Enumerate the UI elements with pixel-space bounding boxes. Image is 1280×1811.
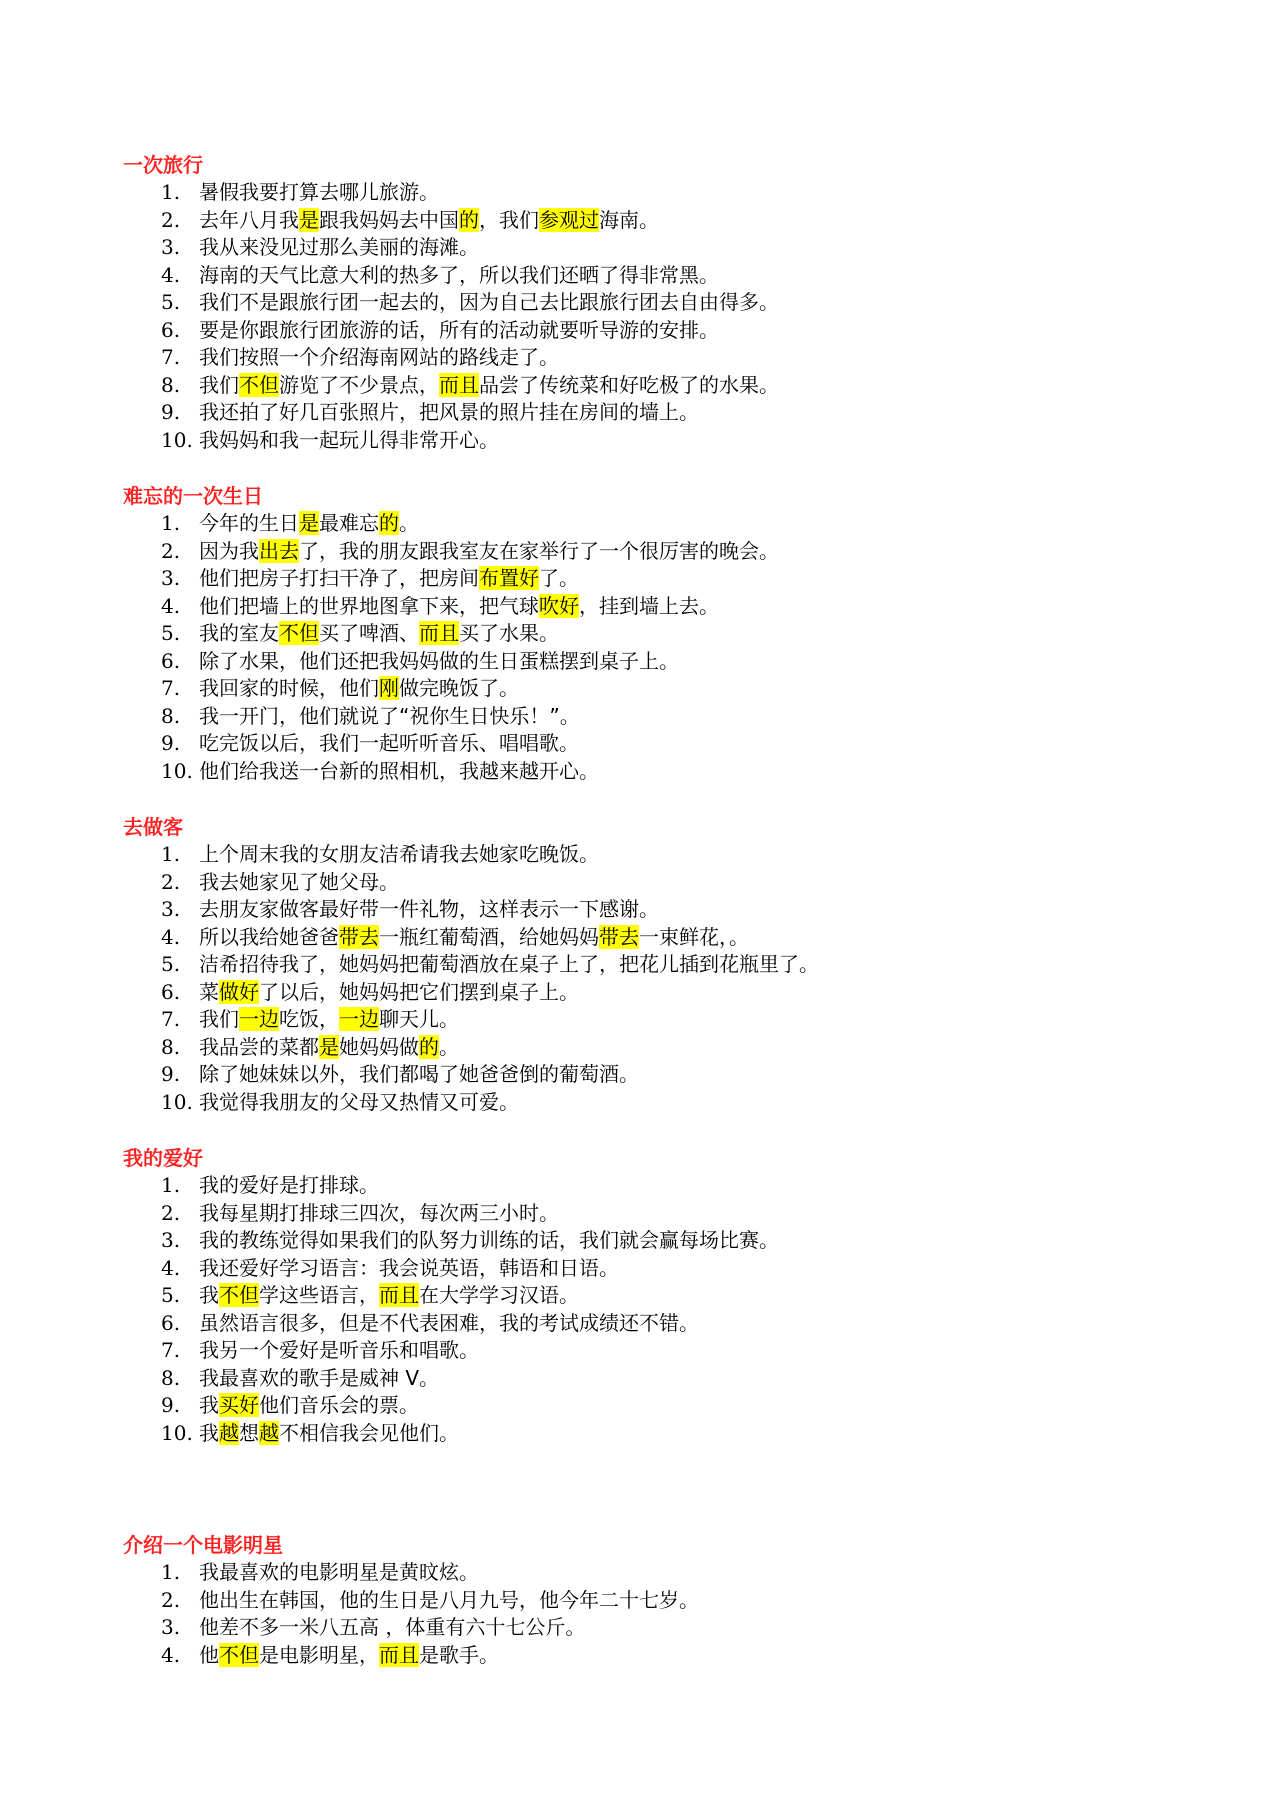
text-segment: 游览了不少景点，: [279, 372, 439, 397]
text-segment: 我另一个爱好是听音乐和唱歌。: [199, 1338, 479, 1362]
text-segment: 吃完饭以后，我们一起听听音乐、唱唱歌。: [199, 731, 579, 755]
text-segment: 我: [199, 1393, 219, 1417]
highlighted-grammar-word: 越: [259, 1420, 279, 1445]
text-segment: 最难忘: [319, 511, 379, 535]
item-number: 8.: [161, 703, 181, 728]
list-item: [123, 648, 1223, 676]
item-text: [199, 841, 599, 869]
highlighted-grammar-word: 不但: [279, 621, 319, 645]
text-segment: 我回家的时候，他们: [199, 676, 379, 700]
highlighted-grammar-word: 不但: [219, 1642, 259, 1667]
section-visit: [123, 814, 1223, 1116]
item-text: [199, 510, 419, 538]
item-text: [199, 344, 559, 372]
text-segment: 他们音乐会的票。: [259, 1393, 419, 1417]
item-number: 10.: [161, 1089, 193, 1114]
highlighted-grammar-word: 的: [379, 511, 399, 535]
item-number: 8.: [161, 1034, 181, 1059]
list-item: [123, 565, 1223, 593]
list-item: [123, 1587, 1223, 1615]
text-segment: 海南。: [599, 207, 659, 232]
item-text: [199, 1200, 559, 1228]
text-segment: 我的教练觉得如果我们的队努力训练的话，我们就会赢每场比赛。: [199, 1228, 779, 1252]
highlighted-grammar-word: 的: [419, 1034, 439, 1059]
list-item: [123, 675, 1223, 703]
list-item: [123, 1310, 1223, 1338]
item-number: 2.: [161, 207, 181, 232]
item-number: 1.: [161, 1560, 181, 1584]
item-number: 3.: [161, 566, 181, 590]
list-item: [123, 593, 1223, 621]
item-number: 1.: [161, 842, 181, 866]
highlighted-grammar-word: 而且: [419, 621, 459, 645]
section-title: 一次旅行: [123, 153, 203, 177]
text-segment: ，我们: [479, 207, 539, 232]
text-segment: 所以我给她爸爸: [199, 924, 339, 949]
item-text: [199, 1310, 699, 1338]
item-text: [199, 896, 659, 924]
item-number: 1.: [161, 180, 181, 204]
item-text: [199, 427, 499, 455]
text-segment: 是电影明星，: [259, 1642, 379, 1667]
text-segment: 是歌手。: [419, 1642, 499, 1667]
list-item: [123, 730, 1223, 758]
item-number: 1.: [161, 1173, 181, 1197]
highlighted-grammar-word: 不但: [239, 372, 279, 397]
item-text: [199, 317, 719, 345]
text-segment: 我每星期打排球三四次，每次两三小时。: [199, 1200, 559, 1225]
item-text: [199, 1587, 699, 1615]
text-segment: 要是你跟旅行团旅游的话，所有的活动就要听导游的安排。: [199, 317, 719, 342]
list-item: [123, 841, 1223, 869]
text-segment: 一束鲜花，。: [639, 924, 749, 949]
item-number: 6.: [161, 979, 181, 1004]
highlighted-grammar-word: 一边: [239, 1007, 279, 1031]
item-text: [199, 179, 439, 207]
list-item: [123, 1200, 1223, 1228]
item-number: 7.: [161, 676, 181, 700]
list-item: [123, 1559, 1223, 1587]
item-text: [199, 1034, 459, 1062]
item-number: 1.: [161, 511, 181, 535]
item-text: [199, 538, 779, 566]
list-item: [123, 924, 1223, 952]
item-text: [199, 1282, 579, 1310]
text-segment: 海南的天气比意大利的热多了，所以我们还晒了得非常黑。: [199, 262, 719, 287]
item-text: [199, 289, 779, 317]
text-segment: ，挂到墙上去。: [579, 593, 719, 618]
item-number: 3.: [161, 1228, 181, 1252]
item-number: 4.: [161, 1642, 181, 1667]
item-text: [199, 979, 579, 1007]
item-number: 8.: [161, 372, 181, 397]
text-segment: 暑假我要打算去哪儿旅游。: [199, 180, 439, 204]
list-item: [123, 262, 1223, 290]
text-segment: 了以后，她妈妈把它们摆到桌子上。: [259, 979, 579, 1004]
list-item: [123, 1337, 1223, 1365]
highlighted-grammar-word: 吹好: [539, 593, 579, 618]
item-number: 2.: [161, 1587, 181, 1612]
list-item: [123, 1420, 1223, 1448]
list-item: [123, 1255, 1223, 1283]
item-number: 5.: [161, 621, 181, 645]
sentence-list: [123, 510, 1223, 785]
item-text: [199, 924, 749, 952]
item-text: [199, 648, 679, 676]
item-number: 7.: [161, 345, 181, 369]
item-number: 4.: [161, 593, 181, 618]
section-title: 去做客: [123, 815, 183, 839]
item-number: 9.: [161, 1062, 181, 1086]
list-item: [123, 620, 1223, 648]
list-item: [123, 979, 1223, 1007]
item-text: [199, 1365, 439, 1393]
text-segment: 他们把房子打扫干净了，把房间: [199, 566, 479, 590]
list-item: [123, 317, 1223, 345]
highlighted-grammar-word: 是: [299, 207, 319, 232]
item-text: [199, 620, 559, 648]
text-segment: 。: [399, 511, 419, 535]
item-text: [199, 1420, 459, 1448]
list-item: [123, 951, 1223, 979]
item-text: [199, 1006, 459, 1034]
text-segment: 菜: [199, 979, 219, 1004]
text-segment: 我: [199, 1420, 219, 1445]
text-segment: 学这些语言，: [259, 1283, 379, 1307]
section-title: 介绍一个电影明星: [123, 1533, 283, 1557]
item-text: [199, 1255, 619, 1283]
list-item: [123, 289, 1223, 317]
text-segment: 我的爱好是打排球。: [199, 1173, 379, 1197]
text-segment: 我们按照一个介绍海南网站的路线走了。: [199, 345, 559, 369]
text-segment: 我最喜欢的电影明星是黄旼炫。: [199, 1560, 479, 1584]
sentence-list: [123, 841, 1223, 1116]
item-number: 5.: [161, 952, 181, 976]
text-segment: 除了水果，他们还把我妈妈做的生日蛋糕摆到桌子上。: [199, 648, 679, 673]
highlighted-grammar-word: 不但: [219, 1283, 259, 1307]
item-number: 2.: [161, 869, 181, 894]
item-text: [199, 593, 719, 621]
item-text: [199, 1227, 779, 1255]
text-segment: 吃饭，: [279, 1007, 339, 1031]
highlighted-grammar-word: 是: [319, 1034, 339, 1059]
section-title: 难忘的一次生日: [123, 484, 263, 508]
section-title: 我的爱好: [123, 1146, 203, 1170]
item-text: [199, 1614, 585, 1642]
list-item: [123, 869, 1223, 897]
text-segment: 聊天儿。: [379, 1007, 459, 1031]
highlighted-grammar-word: 是: [299, 511, 319, 535]
highlighted-grammar-word: 刚: [379, 676, 399, 700]
text-segment: 我妈妈和我一起玩儿得非常开心。: [199, 427, 499, 452]
text-segment: 我们: [199, 1007, 239, 1031]
list-item: [123, 896, 1223, 924]
item-number: 9.: [161, 400, 181, 424]
list-item: [123, 1282, 1223, 1310]
item-number: 3.: [161, 897, 181, 921]
text-segment: 想: [239, 1420, 259, 1445]
item-number: 9.: [161, 1393, 181, 1417]
text-segment: 今年的生日: [199, 511, 299, 535]
list-item: [123, 1172, 1223, 1200]
item-number: 6.: [161, 648, 181, 673]
text-segment: 她妈妈做: [339, 1034, 419, 1059]
item-text: [199, 565, 579, 593]
item-number: 5.: [161, 290, 181, 314]
text-segment: 洁希招待我了，她妈妈把葡萄酒放在桌子上了，把花儿插到花瓶里了。: [199, 952, 819, 976]
text-segment: 除了她妹妹以外，我们都喝了她爸爸倒的葡萄酒。: [199, 1062, 639, 1086]
text-segment: 他: [199, 1642, 219, 1667]
list-item: [123, 1089, 1223, 1117]
text-segment: 在大学学习汉语。: [419, 1283, 579, 1307]
list-item: [123, 758, 1223, 786]
highlighted-grammar-word: 出去: [259, 538, 299, 563]
item-number: 4.: [161, 1255, 181, 1280]
list-item: [123, 1614, 1223, 1642]
text-segment: 了。: [539, 566, 579, 590]
text-segment: 因为我: [199, 538, 259, 563]
item-text: [199, 951, 819, 979]
highlighted-grammar-word: 带去: [599, 924, 639, 949]
text-segment: 。: [439, 1034, 459, 1059]
text-segment: 我去她家见了她父母。: [199, 869, 399, 894]
highlighted-grammar-word: 带去: [339, 924, 379, 949]
item-number: 6.: [161, 1310, 181, 1335]
text-segment: 虽然语言很多，但是不代表困难，我的考试成绩还不错。: [199, 1310, 699, 1335]
list-item: [123, 510, 1223, 538]
item-text: [199, 1089, 519, 1117]
item-text: [199, 399, 699, 427]
text-segment: 我还拍了好几百张照片，把风景的照片挂在房间的墙上。: [199, 400, 699, 424]
item-text: [199, 1642, 499, 1670]
section-movie-star: [123, 1532, 1223, 1669]
list-item: [123, 399, 1223, 427]
item-text: [199, 730, 579, 758]
list-item: [123, 1034, 1223, 1062]
item-text: [199, 758, 599, 786]
list-item: [123, 234, 1223, 262]
text-segment: 我的室友: [199, 621, 279, 645]
text-segment: 去朋友家做客最好带一件礼物，这样表示一下感谢。: [199, 897, 659, 921]
section-hobby: [123, 1145, 1223, 1447]
item-number: 9.: [161, 731, 181, 755]
highlighted-grammar-word: 布置好: [479, 566, 539, 590]
item-text: [199, 869, 399, 897]
list-item: [123, 344, 1223, 372]
highlighted-grammar-word: 的: [459, 207, 479, 232]
text-segment: 我们: [199, 372, 239, 397]
item-number: 4.: [161, 262, 181, 287]
list-item: [123, 179, 1223, 207]
item-number: 2.: [161, 538, 181, 563]
text-segment: 我觉得我朋友的父母又热情又可爱。: [199, 1089, 519, 1114]
sentence-list: [123, 1172, 1223, 1447]
item-text: [199, 1559, 479, 1587]
text-segment: 一瓶红葡萄酒，给她妈妈: [379, 924, 599, 949]
list-item: [123, 427, 1223, 455]
item-number: 8.: [161, 1365, 181, 1390]
text-segment: 我还爱好学习语言：我会说英语，韩语和日语。: [199, 1255, 619, 1280]
item-number: 4.: [161, 924, 181, 949]
text-segment: 他差不多一米八五高 ，体重有六十七公斤。: [199, 1615, 586, 1639]
section-trip: [123, 152, 1223, 454]
list-item: [123, 1365, 1223, 1393]
list-item: [123, 207, 1223, 235]
item-number: 10.: [161, 427, 193, 452]
text-segment: 去年八月我: [199, 207, 299, 232]
item-number: 7.: [161, 1338, 181, 1362]
list-item: [123, 1227, 1223, 1255]
highlighted-grammar-word: 做好: [219, 979, 259, 1004]
text-segment: 买了水果。: [459, 621, 559, 645]
list-item: [123, 1006, 1223, 1034]
item-number: 5.: [161, 1283, 181, 1307]
item-number: 6.: [161, 317, 181, 342]
text-segment: 他们把墙上的世界地图拿下来，把气球: [199, 593, 539, 618]
text-segment: 上个周末我的女朋友洁希请我去她家吃晚饭。: [199, 842, 599, 866]
sentence-list: [123, 1559, 1223, 1669]
list-item: [123, 1642, 1223, 1670]
text-segment: 我: [199, 1283, 219, 1307]
item-number: 7.: [161, 1007, 181, 1031]
text-segment: 买了啤酒、: [319, 621, 419, 645]
text-segment: 做完晚饭了。: [399, 676, 519, 700]
list-item: [123, 1061, 1223, 1089]
item-text: [199, 372, 779, 400]
section-birthday: [123, 483, 1223, 785]
text-segment: 品尝了传统菜和好吃极了的水果。: [479, 372, 779, 397]
item-number: 2.: [161, 1200, 181, 1225]
text-segment: 他们给我送一台新的照相机，我越来越开心。: [199, 758, 599, 783]
list-item: [123, 538, 1223, 566]
text-segment: 我们不是跟旅行团一起去的，因为自己去比跟旅行团去自由得多。: [199, 290, 779, 314]
item-number: 3.: [161, 1615, 181, 1639]
text-segment: 他出生在韩国，他的生日是八月九号，他今年二十七岁。: [199, 1587, 699, 1612]
highlighted-grammar-word: 越: [219, 1420, 239, 1445]
item-text: [199, 1061, 639, 1089]
item-text: [199, 234, 479, 262]
item-number: 10.: [161, 1420, 193, 1445]
item-text: [199, 1392, 419, 1420]
item-text: [199, 675, 519, 703]
item-number: 10.: [161, 758, 193, 783]
text-segment: 我从来没见过那么美丽的海滩。: [199, 235, 479, 259]
text-segment: 我最喜欢的歌手是威神 V。: [199, 1365, 440, 1390]
highlighted-grammar-word: 一边: [339, 1007, 379, 1031]
list-item: [123, 1392, 1223, 1420]
item-text: [199, 262, 719, 290]
highlighted-grammar-word: 参观过: [539, 207, 599, 232]
list-item: [123, 372, 1223, 400]
text-segment: 不相信我会见他们。: [279, 1420, 459, 1445]
sentence-list: [123, 179, 1223, 454]
item-number: 3.: [161, 235, 181, 259]
highlighted-grammar-word: 而且: [379, 1642, 419, 1667]
highlighted-grammar-word: 而且: [379, 1283, 419, 1307]
highlighted-grammar-word: 而且: [439, 372, 479, 397]
item-text: [199, 1172, 379, 1200]
highlighted-grammar-word: 买好: [219, 1393, 259, 1417]
item-text: [199, 207, 659, 235]
text-segment: 我品尝的菜都: [199, 1034, 319, 1059]
item-text: [199, 703, 580, 731]
text-segment: 我一开门，他们就说了“祝你生日快乐！”。: [199, 703, 580, 728]
list-item: [123, 703, 1223, 731]
text-segment: 跟我妈妈去中国: [319, 207, 459, 232]
item-text: [199, 1337, 479, 1365]
text-segment: 了，我的朋友跟我室友在家举行了一个很厉害的晚会。: [299, 538, 779, 563]
